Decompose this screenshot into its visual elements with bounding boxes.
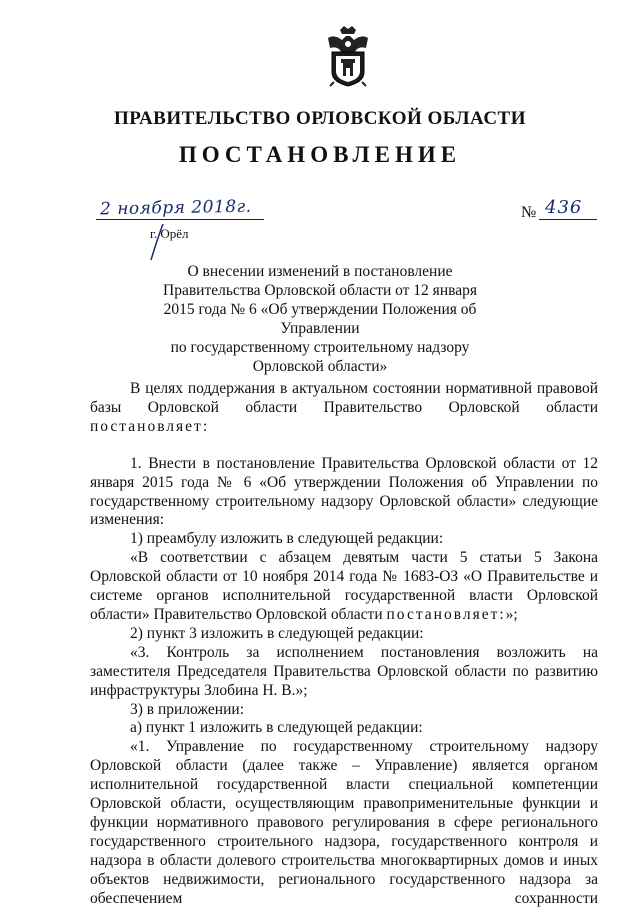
handwritten-number: 436 <box>545 197 583 218</box>
paragraph: 1. Внести в постановление Правительства Орловской области от 12 января 2015 года № 6 «Об утверждении Положения об Управлении по государственному строительному надзору Орловской области» следующие изменения: <box>90 454 598 529</box>
paragraph: «3. Контроль за исполнением постановления возложить на заместителя Председателя Правительства Орловской области по развитию инфраструктуры Злобина Н. В.»; <box>90 643 598 699</box>
paragraph: 1) преамбулу изложить в следующей редакции: <box>130 530 444 548</box>
resolves-word: постановляет: <box>386 605 506 623</box>
paragraph: 3) в приложении: <box>130 700 244 718</box>
number-label: № <box>521 204 537 221</box>
resolves-word: постановляет: <box>90 417 210 435</box>
subject-line: Правительства Орловской области от 12 января <box>163 282 477 299</box>
document-body <box>90 380 598 908</box>
quoted-preamble <box>90 549 598 625</box>
paragraph: «1. Управление по государственному строительному надзору Орловской области (далее также – Управление) является органом исполнительной государственной власти специальной компетенции Орловской области, осуществляющим правоприменительные функции и функции нормативного правового регулирования в сфере регионального государственного строительного надзора, государственного контроля и надзора в области долевого строительства многоквартирных домов и иных объектов недвижимости, регионального государственного надзора за обеспечением сохранности <box>90 738 598 907</box>
subject-line: 2015 года № 6 «Об утверждении Положения об Управлении <box>163 301 477 337</box>
intro-paragraph <box>90 380 598 437</box>
document-type-title: ПОСТАНОВЛЕНИЕ <box>178 142 462 167</box>
handwritten-date: 2 ноября 2018г. <box>99 196 252 220</box>
preamble-text: «В соответствии с абзацем девятым части 5 статьи 5 Закона Орловской области от 10 ноября 2014 года № 1683-ОЗ «О Правительстве и системе органов исполнительной государственной власти Орловской области» Правительство Орловской области <box>90 549 598 623</box>
paragraph: 2) пункт 3 изложить в следующей редакции: <box>130 624 424 642</box>
subject-line: по государственному строительному надзору <box>170 339 470 356</box>
government-title: ПРАВИТЕЛЬСТВО ОРЛОВСКОЙ ОБЛАСТИ <box>113 108 526 129</box>
number-underline <box>539 219 597 220</box>
date-underline <box>96 219 264 220</box>
document-subject <box>130 262 510 376</box>
coat-of-arms-icon <box>324 24 372 88</box>
city-label: г. Орёл <box>150 226 189 241</box>
intro-text: В целях поддержания в актуальном состоянии нормативной правовой базы Орловской области Правительство Орловской области <box>90 380 598 416</box>
preamble-end: »; <box>505 605 518 623</box>
subject-line: О внесении изменений в постановление <box>187 263 453 280</box>
paragraph: а) пункт 1 изложить в следующей редакции: <box>130 719 423 737</box>
subject-line: Орловской области» <box>252 358 388 375</box>
